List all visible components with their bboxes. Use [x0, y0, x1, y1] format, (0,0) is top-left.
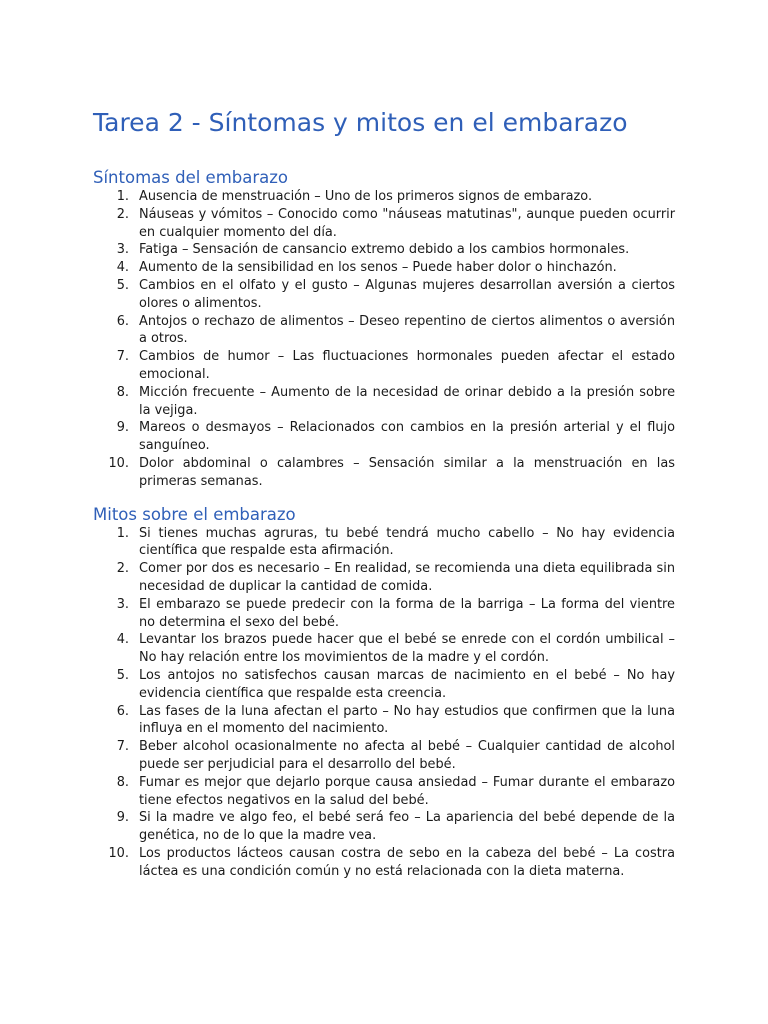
- list-item: [93, 738, 675, 774]
- list-item-number: 10.: [108, 845, 129, 861]
- list-item: [93, 631, 675, 667]
- list-item-number: 4.: [116, 260, 129, 276]
- list-item-text: Cambios en el olfato y el gusto – Algunas mujeres desarrollan aversión a ciertos olores o alimentos.: [139, 277, 675, 311]
- list-item-number: 10.: [108, 455, 129, 471]
- list-item-text: Ausencia de menstruación – Uno de los primeros signos de embarazo.: [139, 189, 593, 204]
- list-item-number: 3.: [116, 596, 129, 612]
- list-item-number: 9.: [116, 420, 129, 436]
- list-item: [93, 455, 675, 491]
- list-item-number: 9.: [116, 810, 129, 826]
- list-item-text: Micción frecuente – Aumento de la necesidad de orinar debido a la presión sobre la vejiga.: [139, 384, 675, 418]
- section-heading-symptoms: Síntomas del embarazo: [93, 168, 289, 187]
- list-item: [93, 596, 675, 632]
- list-item-text: El embarazo se puede predecir con la forma de la barriga – La forma del vientre no determina el sexo del bebé.: [139, 596, 675, 630]
- list-item: [93, 206, 675, 242]
- list-item: [93, 703, 675, 739]
- list-item-number: 7.: [116, 349, 129, 365]
- document-title: Tarea 2 - Síntomas y mitos en el embarazo: [93, 108, 628, 137]
- list-item-number: 8.: [116, 774, 129, 790]
- list-item-text: Los antojos no satisfechos causan marcas de nacimiento en el bebé – No hay evidencia científica que respalde esta creencia.: [139, 667, 675, 701]
- list-item-text: Si la madre ve algo feo, el bebé será feo – La apariencia del bebé depende de la genética, no de lo que la madre vea.: [139, 810, 675, 844]
- list-item-number: 5.: [116, 667, 129, 683]
- list-item-text: Dolor abdominal o calambres – Sensación similar a la menstruación en las primeras semanas.: [139, 455, 675, 489]
- document-page: [93, 104, 675, 880]
- list-item: [93, 667, 675, 703]
- list-item-number: 8.: [116, 384, 129, 400]
- list-item-number: 1.: [116, 189, 129, 204]
- list-item-text: Antojos o rechazo de alimentos – Deseo repentino de ciertos alimentos o aversión a otros.: [139, 313, 675, 347]
- list-item-text: Levantar los brazos puede hacer que el bebé se enrede con el cordón umbilical – No hay relación entre los movimientos de la madre y el cordón.: [139, 632, 675, 666]
- list-item-text: Comer por dos es necesario – En realidad, se recomienda una dieta equilibrada sin necesidad de duplicar la cantidad de comida.: [139, 561, 675, 594]
- list-item-number: 2.: [116, 561, 129, 577]
- list-item-number: 7.: [116, 739, 129, 755]
- list-item: [93, 560, 675, 596]
- list-item: [93, 809, 675, 845]
- list-item-text: Náuseas y vómitos – Conocido como "náuseas matutinas", aunque pueden ocurrir en cualquier momento del día.: [139, 206, 675, 240]
- symptoms-list: [93, 188, 675, 491]
- list-item: [93, 188, 675, 206]
- list-item-number: 6.: [116, 703, 129, 719]
- list-item: [93, 259, 675, 277]
- list-item-number: 3.: [116, 242, 129, 258]
- list-item-number: 4.: [116, 632, 129, 648]
- list-item-number: 1.: [116, 525, 129, 541]
- section-heading-myths: Mitos sobre el embarazo: [93, 504, 296, 524]
- list-item: [93, 774, 675, 810]
- list-item: [93, 419, 675, 455]
- list-item: [93, 525, 675, 561]
- list-item-number: 6.: [116, 313, 129, 329]
- list-item: [93, 277, 675, 313]
- list-item-text: Fatiga – Sensación de cansancio extremo debido a los cambios hormonales.: [139, 242, 630, 258]
- list-item: [93, 241, 675, 259]
- list-item-text: Las fases de la luna afectan el parto – No hay estudios que confirmen que la luna influya en el momento del nacimiento.: [139, 703, 675, 737]
- list-item-text: Mareos o desmayos – Relacionados con cambios en la presión arterial y el flujo sanguíneo.: [139, 420, 675, 454]
- list-item-text: Aumento de la sensibilidad en los senos – Puede haber dolor o hinchazón.: [139, 260, 617, 276]
- list-item: [93, 313, 675, 349]
- list-item-text: Fumar es mejor que dejarlo porque causa ansiedad – Fumar durante el embarazo tiene efectos negativos en la salud del bebé.: [139, 774, 675, 808]
- list-item-number: 5.: [116, 277, 129, 293]
- list-item-text: Beber alcohol ocasionalmente no afecta al bebé – Cualquier cantidad de alcohol puede ser perjudicial para el desarrollo del bebé.: [139, 739, 675, 772]
- list-item-text: Si tienes muchas agruras, tu bebé tendrá mucho cabello – No hay evidencia científica que respalde esta afirmación.: [139, 525, 675, 559]
- list-item: [93, 384, 675, 420]
- list-item: [93, 845, 675, 881]
- list-item-text: Cambios de humor – Las fluctuaciones hormonales pueden afectar el estado emocional.: [139, 349, 675, 382]
- myths-list: [93, 525, 675, 881]
- list-item-number: 2.: [116, 206, 129, 222]
- list-item-text: Los productos lácteos causan costra de sebo en la cabeza del bebé – La costra láctea es una condición común y no está relacionada con la dieta materna.: [139, 845, 675, 879]
- list-item: [93, 348, 675, 384]
